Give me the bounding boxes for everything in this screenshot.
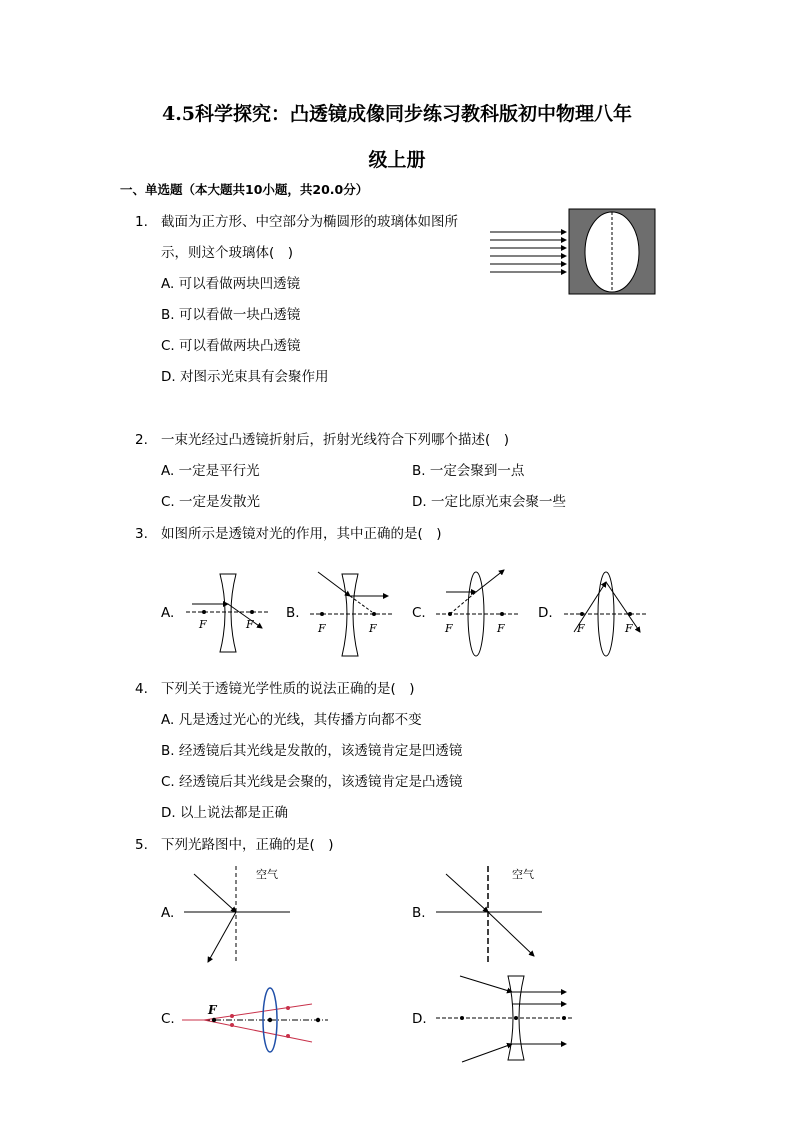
q4-option-d-text: 以上说法都是正确 (179, 805, 288, 821)
q3-option-d-label[interactable]: D. (538, 605, 553, 621)
q1-option-c-text: 可以看做两块凸透镜 (179, 338, 301, 354)
q3-c-focus-right: F (497, 622, 505, 635)
q2-number: 2. (135, 432, 148, 448)
q4-option-b[interactable] (161, 742, 462, 760)
q3-b-focus-right: F (369, 622, 377, 635)
q3-option-b-label[interactable]: B. (286, 605, 300, 621)
q4-option-b-text: 经透镜后其光线是发散的，该透镜肯定是凹透镜 (178, 743, 463, 759)
q1-option-b-text: 可以看做一块凸透镜 (178, 307, 301, 323)
q5-option-a-label[interactable]: A. (161, 905, 175, 921)
q1-option-d-label: D. (161, 369, 176, 385)
page-title: 4.5科学探究：凸透镜成像同步练习教科版初中物理八年 (161, 103, 633, 125)
q1-option-d-text: 对图示光束具有会聚作用 (179, 369, 329, 385)
q2-option-d[interactable] (412, 493, 566, 511)
q2-option-a-text: 一定是平行光 (178, 463, 260, 479)
q1-option-b-label: B. (161, 307, 175, 323)
q2-stem: 一束光经过凸透镜折射后，折射光线符合下列哪个描述( ) (161, 432, 510, 448)
q3-number: 3. (135, 526, 148, 542)
q2-option-c[interactable] (161, 493, 260, 511)
q2-option-b-text: 一定会聚到一点 (429, 463, 525, 479)
q5-option-d-label[interactable]: D. (412, 1011, 427, 1027)
q5-number: 5. (135, 837, 148, 853)
q2-option-d-text: 一定比原光束会聚一些 (430, 494, 566, 510)
q4-option-d[interactable] (161, 804, 288, 822)
q2-option-d-label: D. (412, 494, 427, 510)
q5-a-refraction-diagram (182, 862, 294, 966)
q5-d-concave-lens-diagram (432, 970, 578, 1066)
q5-c-convex-lens-diagram (182, 984, 328, 1058)
q1-option-d[interactable] (161, 368, 328, 386)
q3-b-concave-lens-diagram (306, 568, 396, 660)
q3-option-c-label[interactable]: C. (412, 605, 426, 621)
q5-a-air-label: 空气 (256, 868, 278, 881)
q2-option-c-text: 一定是发散光 (179, 494, 261, 510)
q1-glass-block-figure (488, 206, 658, 296)
q2-option-a[interactable] (161, 462, 260, 480)
q4-option-b-label: B. (161, 743, 175, 759)
q1-option-a-label: A. (161, 276, 175, 292)
q4-number: 4. (135, 681, 148, 697)
q2-option-a-label: A. (161, 463, 175, 479)
q3-d-focus-right: F (625, 622, 633, 635)
q4-option-a[interactable] (161, 711, 422, 729)
q2-option-b[interactable] (412, 462, 524, 480)
q3-c-convex-lens-diagram (432, 566, 522, 660)
q3-a-concave-lens-diagram (182, 568, 272, 658)
q5-stem: 下列光路图中，正确的是( ) (161, 837, 334, 853)
q5-option-c-label[interactable]: C. (161, 1011, 175, 1027)
q4-option-d-label: D. (161, 805, 176, 821)
q4-option-c-text: 经透镜后其光线是会聚的，该透镜肯定是凸透镜 (179, 774, 463, 790)
q3-a-focus-right: F (246, 618, 254, 631)
q4-option-c[interactable] (161, 773, 463, 791)
q1-option-c-label: C. (161, 338, 175, 354)
q1-stem-line2: 示，则这个玻璃体( ) (161, 245, 294, 261)
q1-option-c[interactable] (161, 337, 301, 355)
q3-c-focus-left: F (445, 622, 453, 635)
q2-option-b-label: B. (412, 463, 426, 479)
q1-stem-line1: 截面为正方形、中空部分为椭圆形的玻璃体如图所 (161, 214, 458, 230)
q3-option-a-label[interactable]: A. (161, 605, 175, 621)
q1-option-b[interactable] (161, 306, 300, 324)
q3-a-focus-left: F (199, 618, 207, 631)
q4-option-a-text: 凡是透过光心的光线，其传播方向都不变 (178, 712, 422, 728)
q3-b-focus-left: F (318, 622, 326, 635)
q3-d-focus-left: F (577, 622, 585, 635)
q4-stem: 下列关于透镜光学性质的说法正确的是( ) (161, 681, 415, 697)
q2-option-c-label: C. (161, 494, 175, 510)
q1-number: 1. (135, 214, 148, 230)
page-title-line2: 级上册 (368, 149, 426, 171)
q4-option-a-label: A. (161, 712, 175, 728)
q4-option-c-label: C. (161, 774, 175, 790)
q1-option-a[interactable] (161, 275, 300, 293)
section-heading: 一、单选题（本大题共10小题，共20.0分） (120, 182, 369, 197)
q1-parallel-rays (490, 232, 566, 272)
q1-option-a-text: 可以看做两块凹透镜 (178, 276, 301, 292)
q5-option-b-label[interactable]: B. (412, 905, 426, 921)
q5-c-focus-label: F (208, 1003, 217, 1017)
q5-b-refraction-diagram (434, 862, 546, 966)
q3-stem: 如图所示是透镜对光的作用，其中正确的是( ) (161, 526, 442, 542)
q3-d-convex-lens-diagram (560, 566, 650, 660)
q5-b-air-label: 空气 (512, 868, 534, 881)
